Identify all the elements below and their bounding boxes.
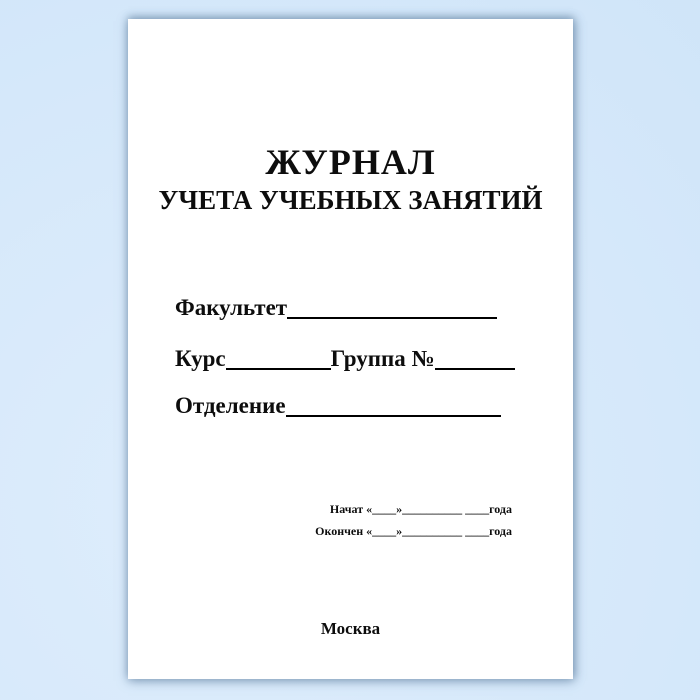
journal-subtitle: УЧЕТА УЧЕБНЫХ ЗАНЯТИЙ <box>158 185 543 215</box>
department-label: Отделение <box>175 393 286 418</box>
faculty-row <box>175 293 497 323</box>
department-row <box>175 391 501 421</box>
faculty-label: Факультет <box>175 295 288 320</box>
dates-block <box>315 498 512 542</box>
city-label: Москва <box>320 619 381 638</box>
faculty-blank-line <box>287 316 497 319</box>
started-date-line: Начат «____»__________ ____года <box>329 502 512 516</box>
journal-title: ЖУРНАЛ <box>265 142 436 182</box>
finished-date-line: Окончен «____»__________ ____года <box>315 524 512 538</box>
course-blank-line <box>226 367 331 370</box>
course-label: Курс <box>175 346 226 371</box>
journal-cover-page <box>128 19 573 679</box>
department-blank-line <box>286 414 501 417</box>
group-blank-line <box>435 367 515 370</box>
group-label: Группа № <box>330 346 435 371</box>
course-group-row <box>175 344 515 374</box>
